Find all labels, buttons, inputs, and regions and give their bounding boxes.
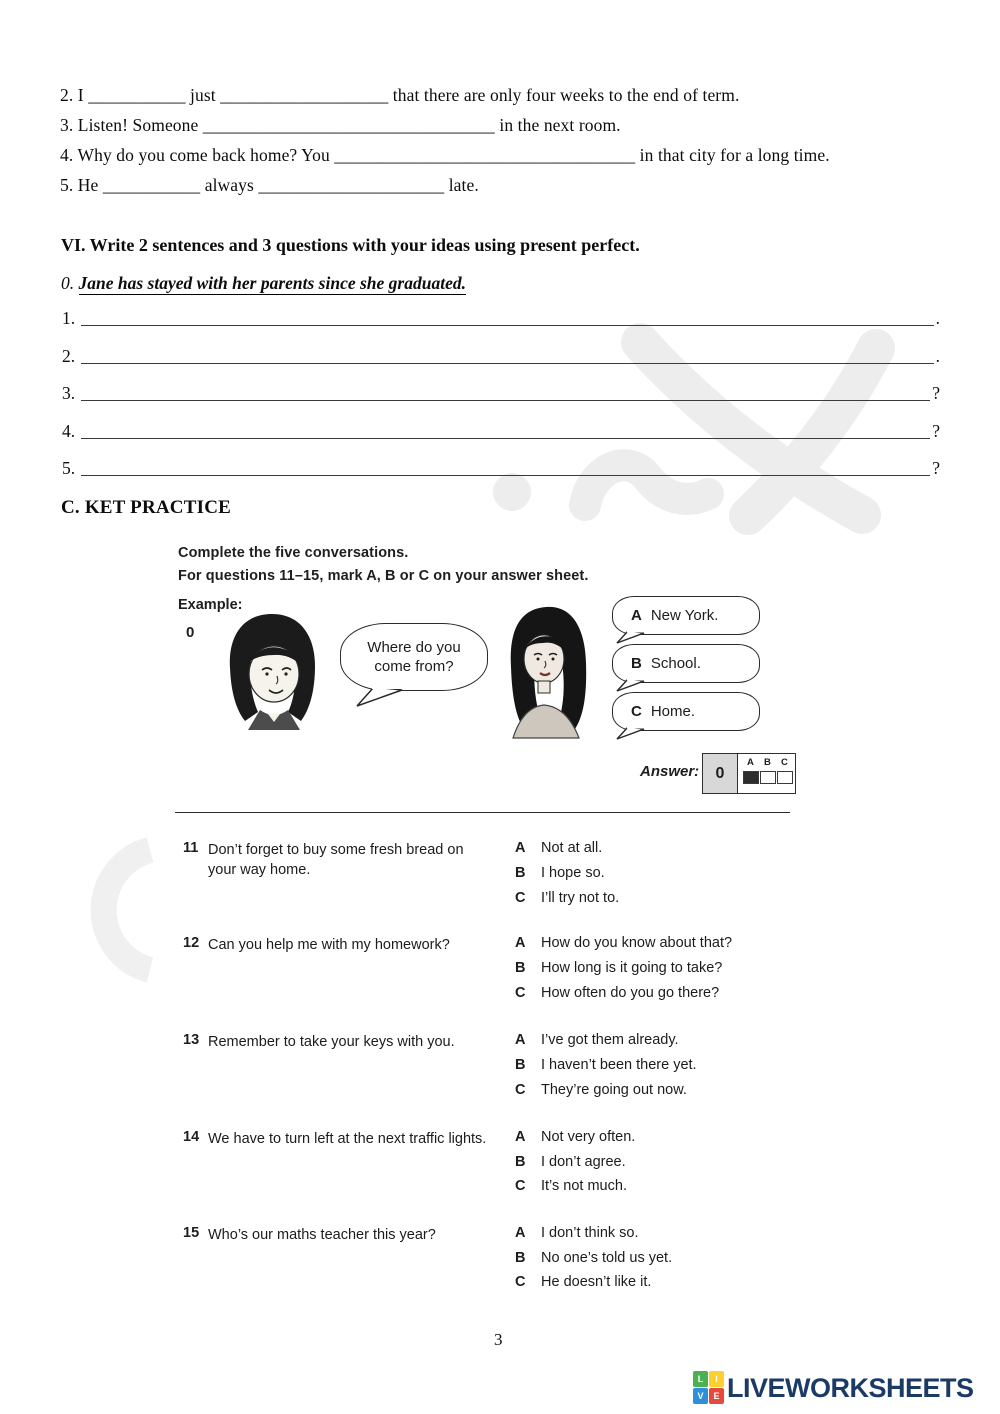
example-option-a-tail [616,630,646,645]
answer-letter-a: A [747,757,754,768]
q11-option-a-text: Not at all. [541,840,603,856]
write-line-number: 2. [62,346,76,366]
example-sentence: Jane has stayed with her parents since she graduated. [78,273,466,293]
grammar-line-4: 4. Why do you come back home? You __________________________________ in that city for a long time. [60,145,830,165]
write-line-3 [62,383,940,404]
write-line-2 [62,346,940,367]
ket-instruction-2: For questions 11–15, mark A, B or C on your answer sheet. [178,568,589,584]
section-vi-heading: VI. Write 2 sentences and 3 questions with your ideas using present perfect. [61,235,640,255]
write-line-punct: ? [932,421,940,441]
q13-option-c-text: They’re going out now. [541,1082,687,1098]
section-c-heading: C. KET PRACTICE [61,497,231,518]
q13-text: Remember to take your keys with you. [208,1034,455,1050]
write-line-punct: ? [932,458,940,478]
q15-option-a-letter: A [515,1225,526,1241]
grammar-line-5: 5. He ___________ always _____________________ late. [60,175,479,195]
q12-number: 12 [183,935,200,951]
write-line-blank[interactable] [81,436,930,439]
speaker-1-illustration [218,610,326,732]
answer-number-cell: 0 [703,754,738,793]
option-letter: C [631,703,642,720]
section-vi-example [61,273,466,294]
answer-checkbox-a[interactable] [743,771,759,784]
q14-option-b-letter: B [515,1154,526,1170]
q14-option-a-letter: A [515,1129,526,1145]
q15-option-c-letter: C [515,1274,526,1290]
q15-option-c-text: He doesn’t like it. [541,1274,652,1290]
grammar-line-2: 2. I ___________ just ___________________ that there are only four weeks to the end of term. [60,85,740,105]
q13-option-b-text: I haven’t been there yet. [541,1057,697,1073]
q14-option-a-text: Not very often. [541,1129,636,1145]
option-letter: A [631,607,642,624]
example-item-number: 0 [186,624,195,641]
logo-tile-l: L [693,1371,708,1387]
q14-option-c-text: It’s not much. [541,1178,627,1194]
q13-option-a-text: I’ve got them already. [541,1032,679,1048]
speech-bubble-line2: come from? [374,658,454,675]
q12-option-b-letter: B [515,960,526,976]
write-line-number: 1. [62,308,76,328]
write-line-blank[interactable] [81,323,934,326]
q11-option-b-text: I hope so. [541,865,605,881]
q12-text: Can you help me with my homework? [208,937,450,953]
logo-tile-i: I [709,1371,724,1387]
speech-bubble-tail [356,686,404,708]
q15-option-b-letter: B [515,1250,526,1266]
q15-number: 15 [183,1225,200,1241]
write-line-4 [62,421,940,442]
answer-label: Answer: [640,763,700,780]
write-line-blank[interactable] [81,398,930,401]
example-number: 0. [61,273,79,293]
speech-bubble [340,623,488,691]
write-line-5 [62,458,940,479]
option-letter: B [631,655,642,672]
liveworksheets-logo-text[interactable]: LIVEWORKSHEETS [727,1373,974,1403]
write-line-number: 4. [62,421,76,441]
q13-option-b-letter: B [515,1057,526,1073]
q14-text: We have to turn left at the next traffic lights. [208,1131,487,1147]
q12-option-a-letter: A [515,935,526,951]
q12-option-c-letter: C [515,985,526,1001]
logo-tile-v: V [693,1388,708,1404]
answer-checkbox-b[interactable] [760,771,776,784]
ket-instruction-1: Complete the five conversations. [178,545,409,561]
write-line-punct: . [935,308,940,328]
q15-option-a-text: I don’t think so. [541,1225,639,1241]
q11-option-c-letter: C [515,890,526,906]
q11-number: 11 [183,840,199,856]
answer-letter-b: B [764,757,771,768]
example-option-c-tail [616,726,646,741]
answer-letter-c: C [781,757,788,768]
answer-abc-cell [738,754,795,793]
q11-option-b-letter: B [515,865,526,881]
q14-number: 14 [183,1129,200,1145]
q13-number: 13 [183,1032,200,1048]
q11-option-c-text: I’ll try not to. [541,890,620,906]
q12-option-b-text: How long is it going to take? [541,960,723,976]
option-text: Home. [650,703,696,720]
option-text: School. [650,655,701,672]
speaker-2-illustration [497,605,595,740]
q12-option-a-text: How do you know about that? [541,935,733,951]
answer-box [702,753,796,794]
q12-option-c-text: How often do you go there? [541,985,720,1001]
example-option-b-tail [616,678,646,693]
logo-tile-e: E [709,1388,724,1404]
write-line-punct: ? [932,383,940,403]
write-line-1 [62,308,940,329]
page-number: 3 [494,1330,503,1349]
q13-option-c-letter: C [515,1082,526,1098]
option-text: New York. [650,607,719,624]
write-line-blank[interactable] [81,473,930,476]
speech-bubble-line1: Where do you [367,639,461,656]
q11-option-a-letter: A [515,840,526,856]
write-line-punct: . [935,346,940,366]
q15-option-b-text: No one’s told us yet. [541,1250,673,1266]
section-divider [175,812,790,813]
write-line-number: 3. [62,383,76,403]
q15-text: Who’s our maths teacher this year? [208,1227,436,1243]
write-line-blank[interactable] [81,361,934,364]
answer-checkbox-c[interactable] [777,771,793,784]
q13-option-a-letter: A [515,1032,526,1048]
q14-option-b-text: I don’t agree. [541,1154,626,1170]
liveworksheets-logo-icon[interactable] [693,1371,724,1404]
grammar-line-3: 3. Listen! Someone _________________________________ in the next room. [60,115,621,135]
write-line-number: 5. [62,458,76,478]
example-label: Example: [178,597,243,613]
q11-text: Don’t forget to buy some fresh bread on your way home. [208,842,464,878]
q14-option-c-letter: C [515,1178,526,1194]
